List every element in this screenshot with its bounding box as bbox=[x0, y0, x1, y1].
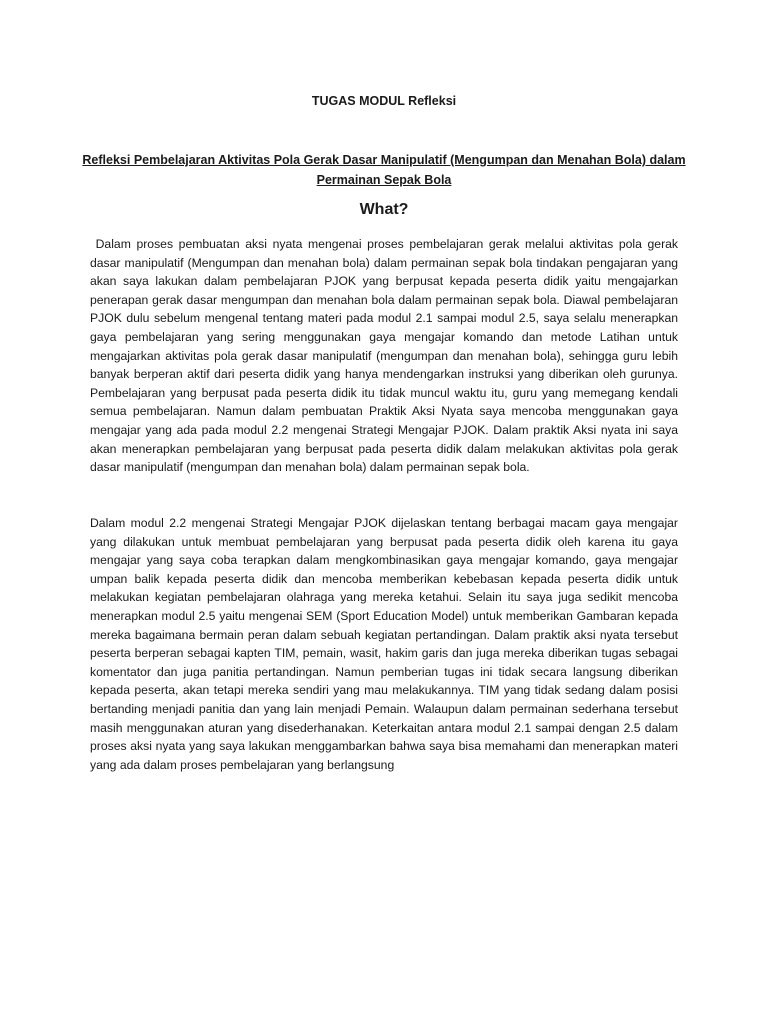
paragraph-1: Dalam proses pembuatan aksi nyata mengenai proses pembelajaran gerak melalui aktivitas pola gerak dasar manipulatif (Mengumpan dan menahan bola) dalam permainan sepak bola tindakan pengajaran yang akan saya lakukan dalam pembelajaran PJOK yang berpusat kepada peserta didik yaitu mengajarkan penerapan gerak dasar mengumpan dan menahan bola dalam permainan sepak bola. Diawal pembelajaran PJOK dulu sebelum mengenal tentang materi pada modul 2.1 sampai modul 2.5, saya selalu menerapkan gaya pembelajaran yang sering menggunakan gaya mengajar komando dan metode Latihan untuk mengajarkan aktivitas pola gerak dasar manipulatif (mengumpan dan menahan bola), sehingga guru lebih banyak berperan aktif dari peserta didik yang hanya mendengarkan instruksi yang diberikan oleh gurunya. Pembelajaran yang berpusat pada peserta didik itu tidak muncul waktu itu, guru yang memegang kendali semua pembelajaran. Namun dalam pembuatan Praktik Aksi Nyata saya mencoba menggunakan gaya mengajar yang ada pada modul 2.2 mengenai Strategi Mengajar PJOK. Dalam praktik Aksi nyata ini saya akan menerapkan pembelajaran yang berpusat pada peserta didik dalam melakukan aktivitas pola gerak dasar manipulatif (mengumpan dan menahan bola) dalam permainan sepak bola. bbox=[90, 237, 682, 475]
paragraph-2: Dalam modul 2.2 mengenai Strategi Mengajar PJOK dijelaskan tentang berbagai macam gaya mengajar yang dilakukan untuk membuat pembelajaran yang berpusat pada peserta didik oleh karena itu gaya mengajar yang saya coba terapkan dalam mengkombinasikan gaya mengajar komando, gaya mengajar umpan balik kepada peserta didik dan mencoba memberikan kebebasan kepada peserta didik untuk melakukan kegiatan pembelajaran olahraga yang mereka ketahui. Selain itu saya juga sedikit mencoba menerapkan modul 2.5 yaitu mengenai SEM (Sport Education Model) untuk memberikan Gambaran kepada mereka bagaimana bermain peran dalam sebuah kegiatan pertandingan. Dalam praktik aksi nyata tersebut peserta berperan sebagai kapten TIM, pemain, wasit, hakim garis dan juga mereka diberikan tugas sebagai komentator dan juga panitia pertandingan. Namun pemberian tugas ini tidak secara langsung diberikan kepada peserta, akan tetapi mereka sendiri yang mau melakukannya. TIM yang tidak sedang dalam posisi bertanding menjadi panitia dan yang lain menjadi Pemain. Walaupun dalam permainan sederhana tersebut masih menggunakan aturan yang disederhanakan. Keterkaitan antara modul 2.1 sampai dengan 2.5 dalam proses aksi nyata yang saya lakukan menggambarkan bahwa saya bisa memahami dan menerapkan materi yang ada dalam proses pembelajaran yang berlangsung bbox=[90, 516, 678, 772]
document-title: TUGAS MODUL Refleksi bbox=[311, 94, 457, 108]
document-subtitle: Refleksi Pembelajaran Aktivitas Pola Gerak Dasar Manipulatif (Mengumpan dan Menahan Bola) dalam Permainan Sepak Bola bbox=[82, 153, 686, 187]
section-heading: What? bbox=[359, 201, 409, 218]
